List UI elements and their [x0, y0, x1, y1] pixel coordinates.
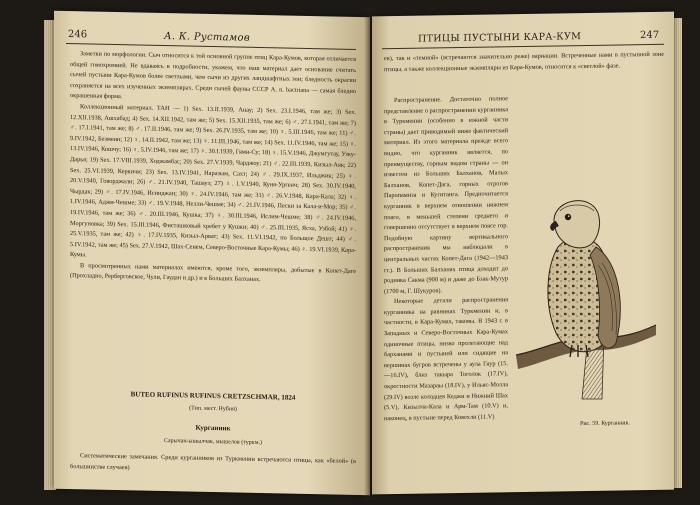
buzzard-illustration — [498, 185, 658, 405]
right-body-column — [384, 94, 508, 424]
species-type-locality: (Тип. мест. Нубия) — [189, 405, 237, 413]
paragraph-distribution: Распространение. Достаточно полное представление о распространении курганника в Туркмении (особенно в южной части страны) дает приводимый ниже фактический материал. Из этого материала прежде всего видно, что курганник является, по преимуществу, горным видом страны — он известен из Больших Балханов, Малых Балханов, Копет-Дага, горных отрогов Паропамиза и Кугитанга. Предпочитается курганник в верхнем отношении нижнем поясе, в меньшей степени среднего и совершенно отсутствует в верхнем поясе гор. Подобную картину вертикального распространения мы наблюдали в центральных частях Копет-Дага (1942—1943 гг.). В Больших Балханах птица доходит до родника Сакма (900 м) и даже до Бзак-Мутур (1700 м, Г. Шукуров). — [384, 95, 509, 295]
left-body — [70, 49, 356, 288]
right-body-top — [384, 50, 664, 76]
left-page — [54, 11, 370, 496]
paragraph-collection: Коллекционный материал. ТАН — 1) Sex. 13.II.1939, Анау; 2) Sex. 23.I.1946, там же; 3) Sex. 12.XII.1938, Ашхабад; 4) Sex. 14.XII.1942, там же; 5) Sex. 15.XII.1935, там же; 6) ♂. 27.I.1941, там же; 7) ♂. 17.I.1941, там же; 8) ♂. 17.II.1946, там же; 9) Sex. 26.IV.1935, там же; 10) ♀. 5.III.1946, там же; 11) ♂. 9.IV.1942, Безмеин; 12) ♀. 14.II.1942, там же; 13) ♀. 11.III.1946, там же; 14) Sex. 11.IV.1946, там же; 15) ♀. 13.IV.1946, Кошчу; 16) ♀. 5.IV.1946, там же; 17) ♀. 30.I.1939, Гями-Су; 18) ♀. 15.V.1946, Джумгутау, Узку-Дарья; 19) Sex. 17.VIII.1939, Ходжамбас; 20) Sex. 27.V.1939, Чарджоу; 21) ♂. 22.III.1939, Кизыл-Аяк; 22) Sex. 25.VI.1939, Керкичи; 23) Sex. 13.IV.1941, Наразым, Сахт; 24) ♂. 29.IX.1937, Ильджик; 25) ♀. 20.V.1940, Говорджали; 26) ♂. 21.IV.1940, Ташауз; 27) ♀. 1.V.1940, Куня-Ургенч; 28) Sex. 30.IV.1940, Чырдак; 29) ♂. 17.IV.1946, Исинджан; 30) ♀. 24.IV.1946, там же; 31) ♂. 26.V.1948, Кара-Кала; 32) ♀. 1.IV.1946, Аджи-Чешме; 33) ♂. 19.V.1948, Нелли-Чешме; 34) ♂. 21.IV.1946, Пески за Кала-и-Мор; 35) ♂. 19.IV.1946, там же; 36) ♂. 20.III.1946, Кушка; 37) ♀. 30.III.1946, Ислим-Чешме; 38) ♂. 24.IV.1946, Моргуновка; 39) Sex. 15.III.1946, Фисташковый хребет у Кушки; 40) ♂. 25.III.1935, Ясха, Узбой; 41) ♀. 25.V.1935, там же; 42) ♀. 17.IV.1935, Кизыл-Арват; 43) Sex. 11.VI.1942, по Больщое Дешт; 44) ♂. 5.IV.1942, там же; 45) Sex. 27.V.1942, Шах-Сенем, Северо-Восточные Кара-Кумы; 46) ♀. 19.VI.1939, Кара-Кумы. — [70, 103, 356, 259]
paragraph-morphology: Заметки по морфологии. Сыч относится к той основной группе птиц Кара-Кумов, которая отличается общей гомохромией. Не вдаваясь в подробности, укажем, что наш материал дает основание считать сычей пустыни Кара-Кумов более светлыми, чем сычи из других ландшафтных зон; бледность окраски сохраняется на всех изученных экземплярах. Среди сычей фауны СССР A. n. bactriana — самая бледно окрашенная форма. — [70, 50, 356, 101]
vernacular-names: Сарычан-ышылчак, мышелов (туркм.) — [163, 437, 263, 447]
species-title: BUTEO RUFINUS RUFINUS CRETZSCHMAR, 1824 — [130, 390, 296, 402]
common-name: Курганник — [195, 423, 231, 433]
paragraph-materials: В просмотренных нами материалах имеются, кроме того, экземпляры, добытые в Копет-Даге (Прохладно, Рерберговское, Чули, Гаудан и др.) и в Больших Балханах. — [70, 262, 356, 284]
left-page-number: 246 — [68, 28, 88, 41]
paragraph-details: Некоторые детали распространения курганника на равнинах Туркмении и, в частности, в Кара-Кумах, таковы. В 1943 г. в Западных и Северо-Восточных Кара-Кумах одиночные птицы, низко пролетающие над барханами и пустыней или сидящие на вершинах бугров встречены у аула Гяур (15.—16.IV), близ такыра Тоголок (17.IV), окрестности Мазараы (18.IV), у Ильяс-Молла (29.IV) возле колодцев Кеджи и Нижний Шах (5.V), Кизылча-Кала и Арм-Там (10.V) и, наконец, в пустыне перед Ковехли (11.V) — [384, 296, 508, 422]
systematic-notes — [70, 451, 356, 478]
paragraph-systematic: Систематические замечания. Среди курганников из Туркмении встречаются птицы, как «белой» (в большинстве случаев) — [70, 452, 356, 471]
paragraph-continued: ев), так и «темной» (встречаются значительно реже) вариации. Встреченные нами в пустынной зоне птицы, а также коллекционные экземпляры из Кара-Кумов, относятся к «светлой» фазе. — [384, 50, 664, 73]
right-page-number: 247 — [640, 29, 660, 42]
figure-caption: Рис. 59. Курганник. — [580, 420, 630, 428]
right-running-head: ПТИЦЫ ПУСТЫНИ КАРА-КУМ — [418, 31, 582, 45]
right-header-rule — [382, 44, 664, 49]
left-running-head: А. К. Рустамов — [164, 30, 250, 44]
